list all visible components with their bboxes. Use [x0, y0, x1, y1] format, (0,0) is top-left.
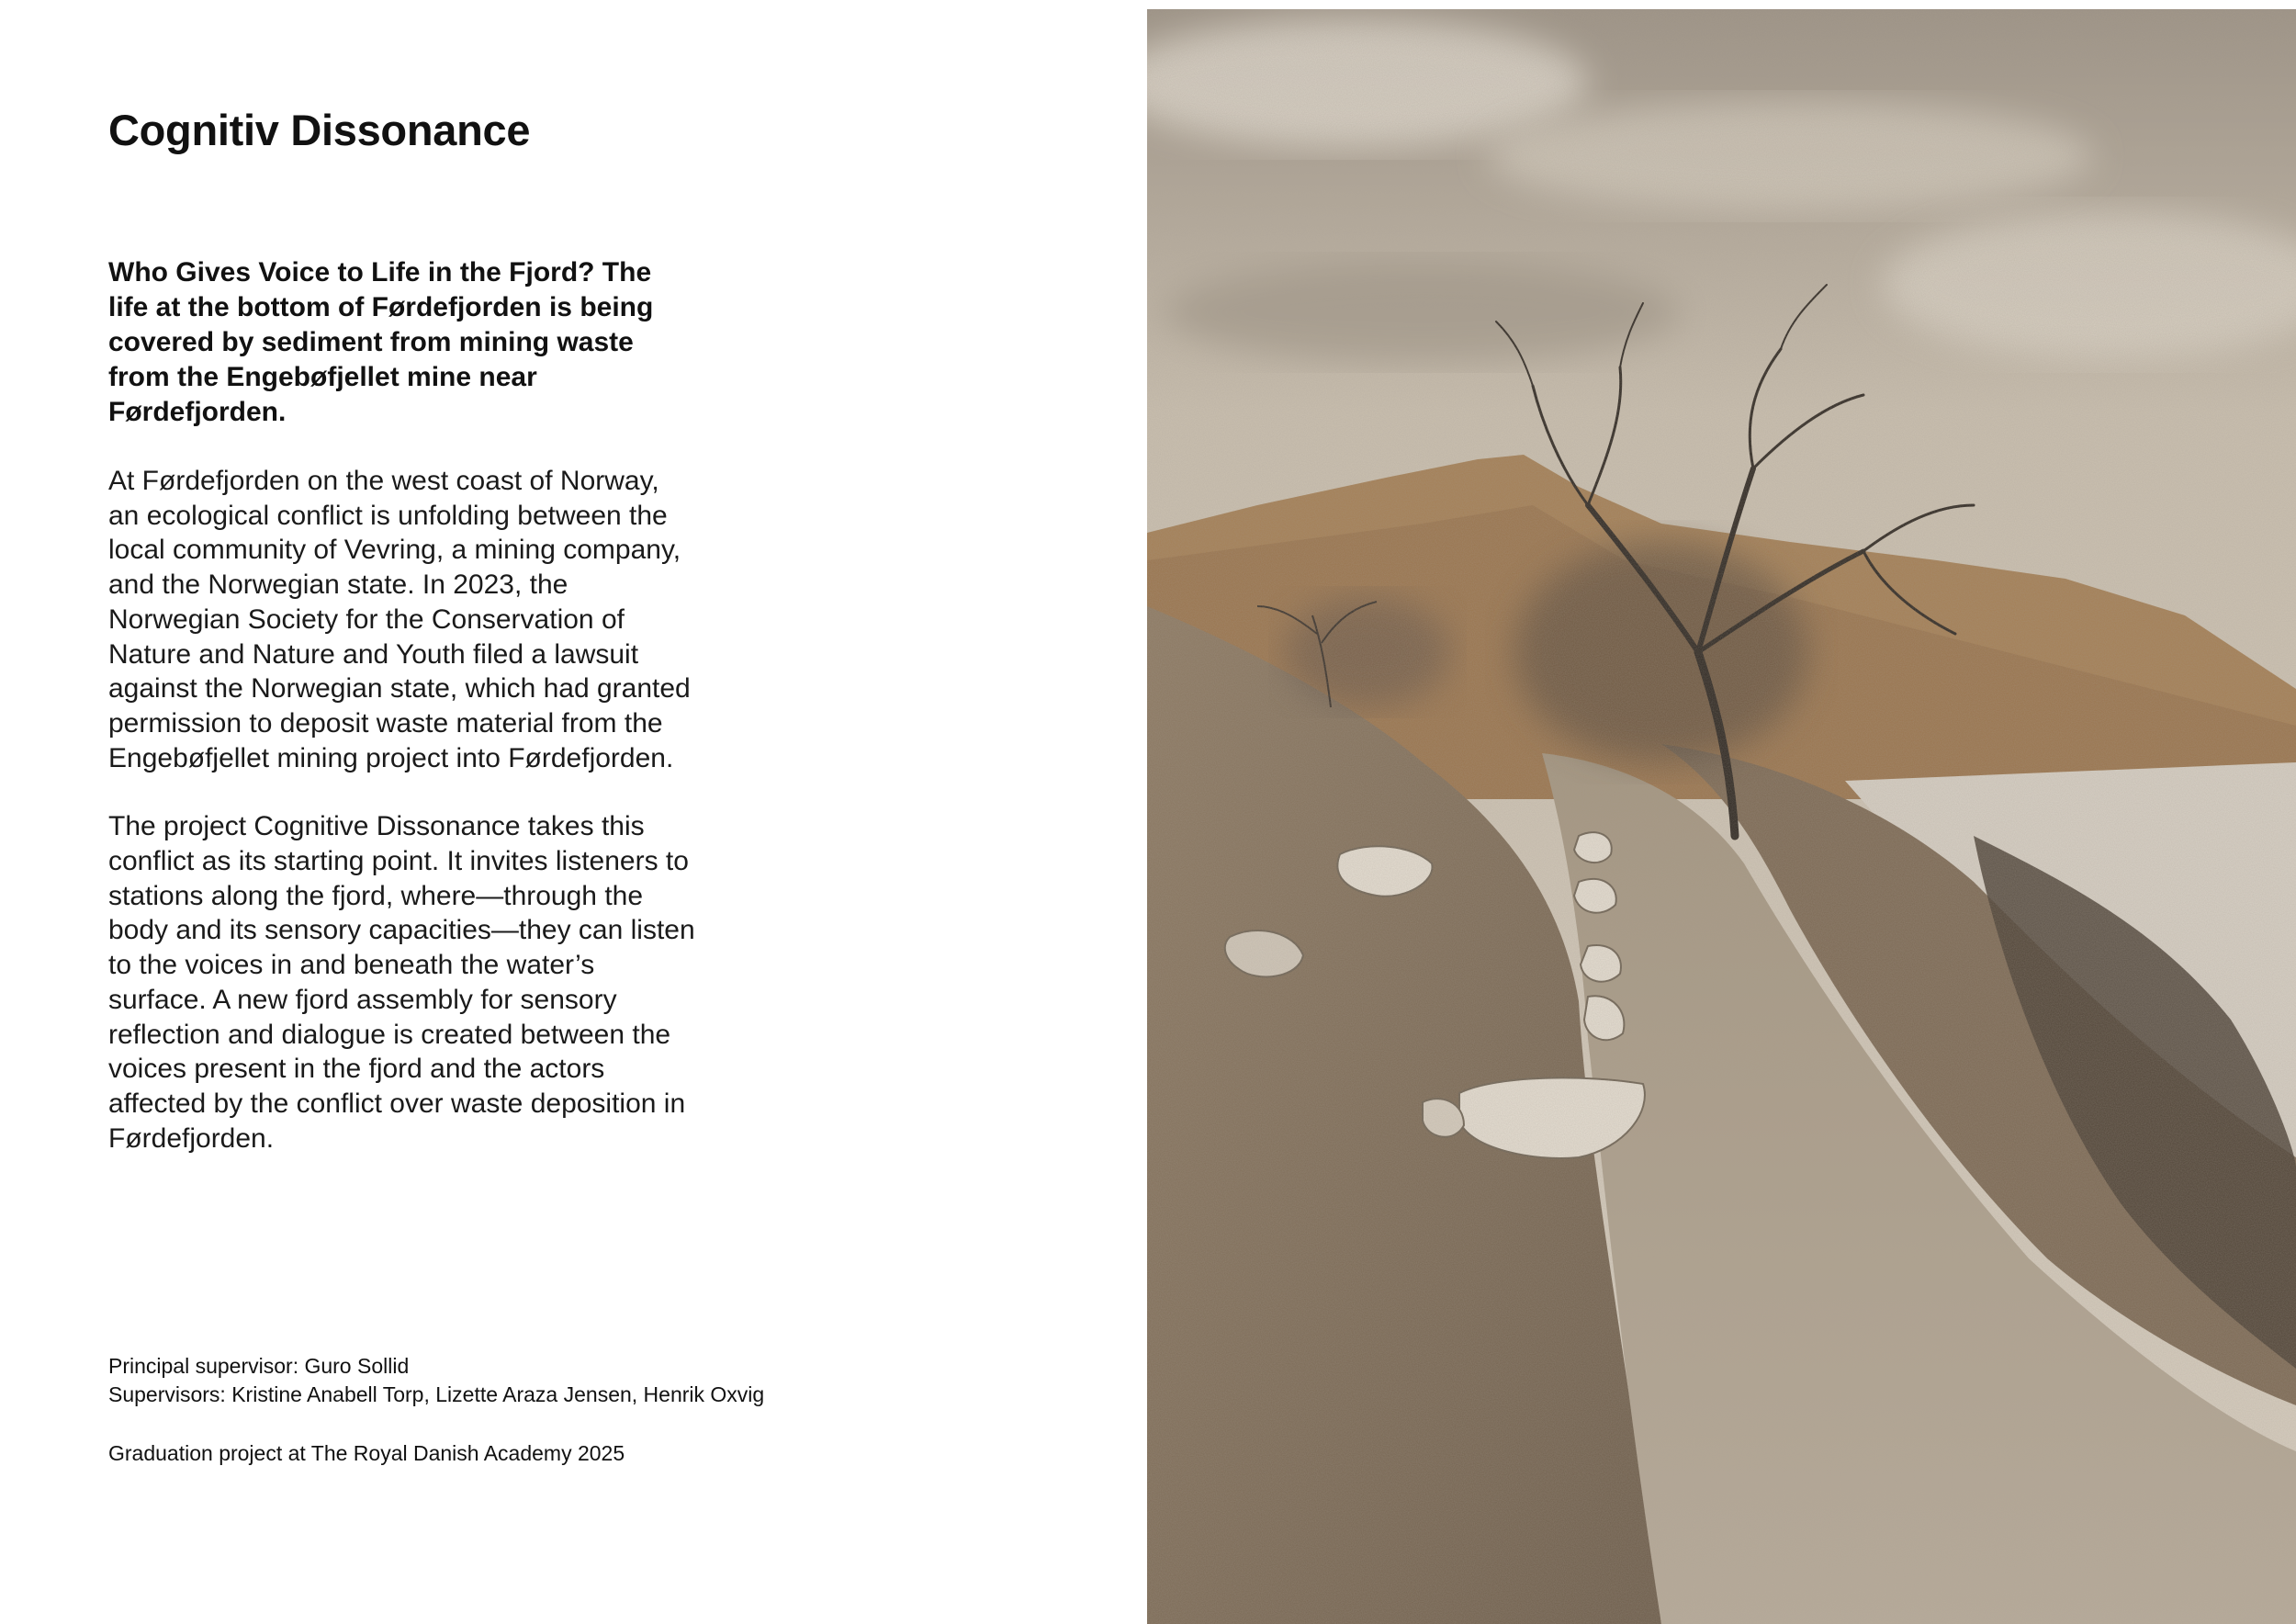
text-page [0, 0, 1146, 1624]
principal-supervisor: Principal supervisor: Guro Sollid [108, 1354, 410, 1378]
graduation-note: Graduation project at The Royal Danish Academy 2025 [108, 1441, 625, 1465]
page-title: Cognitiv Dissonance [108, 106, 531, 154]
fjord-path-illustration [1147, 9, 2296, 1624]
credits [108, 1352, 1027, 1468]
text-column [108, 255, 696, 1156]
lede-paragraph: Who Gives Voice to Life in the Fjord? The life at the bottom of Førdefjorden is being covered by sediment from mining waste from the Engebøfjellet mine near Førdefjorden. [108, 257, 654, 427]
fjord-path-photo [1147, 9, 2296, 1624]
body-paragraph-project: The project Cognitive Dissonance takes this conflict as its starting point. It invites listeners to stations along the fjord, where—through the body and its sensory capacities—they can listen to the voices in and beneath the water’s surface. A new fjord assembly for sensory reflection and dialogue is created between the voices present in the fjord and the actors affected by the conflict over waste deposition in Førdefjorden. [108, 811, 695, 1154]
supervisors: Supervisors: Kristine Anabell Torp, Lizette Araza Jensen, Henrik Oxvig [108, 1382, 765, 1406]
body-paragraph-context: At Førdefjorden on the west coast of Norway, an ecological conflict is unfolding between the local community of Vevring, a mining company, and the Norwegian state. In 2023, the Norwegian Society for the Conservation of Nature and Nature and Youth filed a lawsuit against the Norwegian state, which had granted permission to deposit waste material from the Engebøfjellet mining project into Førdefjorden. [108, 466, 691, 773]
